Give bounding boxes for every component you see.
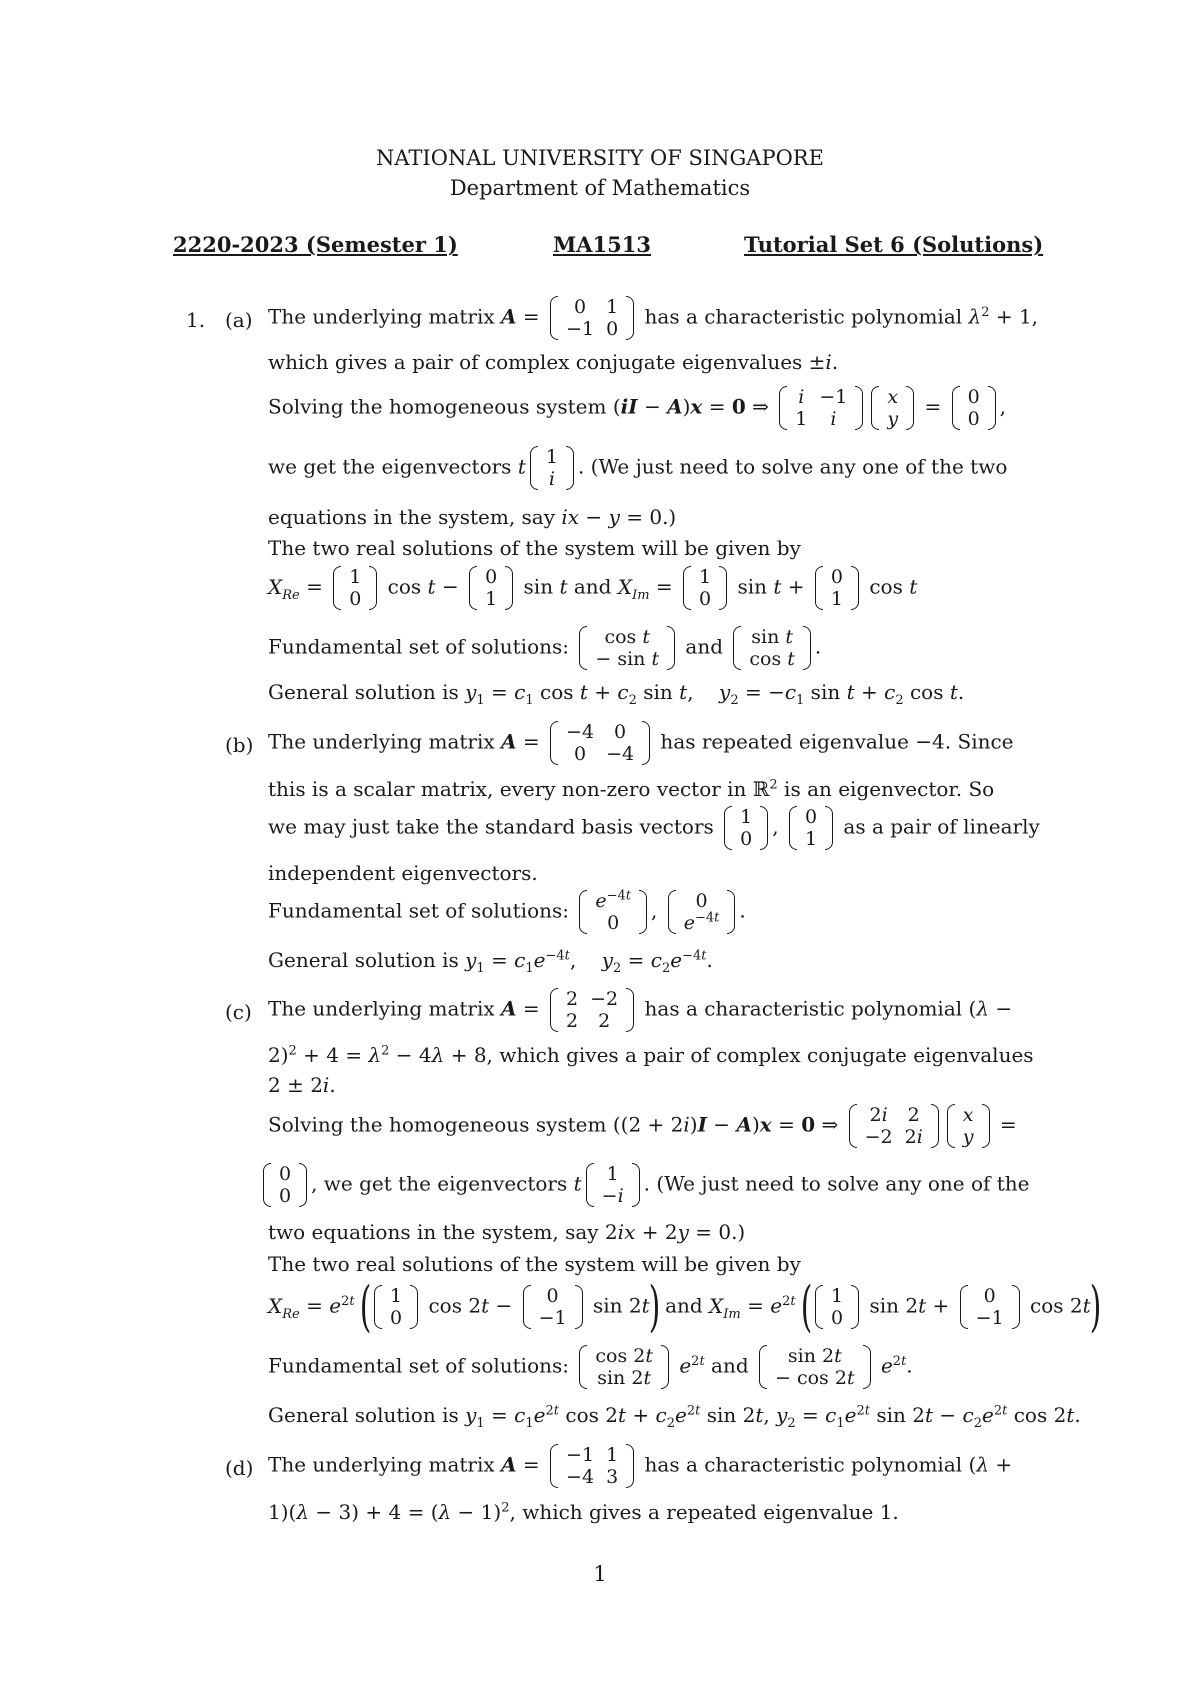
part-b-label: (b) <box>225 733 254 757</box>
part-a-line-6: The two real solutions of the system will be given by <box>268 536 801 560</box>
part-b-line-6: General solution is $y_1 = c_1e^{-4t}$, $y_2 = c_2e^{-4t}$. <box>268 948 713 976</box>
part-c-line-10: General solution is $y_1 = c_1e^{2t}$ $\cos 2t + c_2e^{2t}$ sin 2t, $y_2 = c_1e^{2t}$ $\sin 2t - c_2e^{2t}$ cos 2t. <box>268 1403 1081 1431</box>
semester-heading: 2220-2023 (Semester 1) <box>173 232 458 257</box>
part-c-line-5: 0 0 , we get the eigenvectors t 1 −i . (We just need to solve any one of the <box>268 1163 1030 1207</box>
part-a-label: (a) <box>225 308 253 332</box>
part-a-line-5: equations in the system, say ix − y = 0.) <box>268 505 677 529</box>
part-d-line-1: The underlying matrix A = −1 1 −4 3 has a characteristic polynomial (λ + <box>268 1444 1013 1488</box>
university-title: NATIONAL UNIVERSITY OF SINGAPORE <box>376 146 824 170</box>
part-c-line-2: $2)^2 + 4 = \lambda^2 - 4\lambda + 8$, which gives a pair of complex conjugate eigenvalues <box>268 1043 1034 1067</box>
part-c-line-6: two equations in the system, say 2ix + 2y = 0.) <box>268 1220 746 1244</box>
part-a-line-4: we get the eigenvectors t 1 i . (We just need to solve any one of the two <box>268 446 1008 490</box>
part-d-label: (d) <box>225 1456 254 1480</box>
part-b-line-5: Fundamental set of solutions: $e^{-4t}$ 0 , 0 $e^{-4t}$ . <box>268 888 746 934</box>
part-c-line-9: Fundamental set of solutions: cos 2t sin 2t $e^{2t}$ and sin 2t − cos 2t $e^{2t}$. <box>268 1345 913 1389</box>
part-c-label: (c) <box>225 1000 252 1024</box>
part-a-line-1: The underlying matrix A = 0 1 −1 0 has a characteristic polynomial $\lambda^2 + 1$, <box>268 296 1039 340</box>
part-b-line-3: we may just take the standard basis vectors 1 0 , 0 1 as a pair of linearly <box>268 806 1040 850</box>
part-c-line-8: $X_{Re} = e^{2t}$ ( 1 0 cos 2t − 0 −1 sin 2t) and $X_{Im} = e^{2t}$ ( 1 0 sin 2t + 0 −1 cos 2t) <box>268 1275 1102 1338</box>
part-a-line-7: $X_{Re}$ = 1 0 cos t − 0 1 sin t and $X_{Im}$ = 1 0 sin t + 0 1 cos t <box>268 566 918 610</box>
page-number: 1 <box>593 1562 607 1586</box>
part-a-line-9: General solution is $y_1 = c_1$ $\cos t + c_2$ sin t, $y_2 = -c_1$ $\sin t + c_2$ cos t. <box>268 680 965 708</box>
part-c-line-1: The underlying matrix A = 2 −2 2 2 has a characteristic polynomial (λ − <box>268 988 1013 1032</box>
part-a-line-8: Fundamental set of solutions: cos t − sin t and sin t cos t . <box>268 626 822 670</box>
part-d-line-2: $1)(\lambda - 3) + 4 = (\lambda - 1)^2$, which gives a repeated eigenvalue 1. <box>268 1500 899 1524</box>
part-c-line-3: 2 ± 2i. <box>268 1073 336 1097</box>
part-c-line-7: The two real solutions of the system will be given by <box>268 1252 801 1276</box>
tutorial-heading: Tutorial Set 6 (Solutions) <box>744 232 1044 257</box>
part-c-line-4: Solving the homogeneous system ((2 + 2i)I − A)x = 0 ⇒ 2i 2 −2 2i x y = <box>268 1104 1017 1148</box>
part-a-line-2: which gives a pair of complex conjugate eigenvalues ±i. <box>268 350 839 374</box>
part-a-line-3: Solving the homogeneous system (iI − A)x = 0 ⇒ i −1 1 i x y = 0 0 , <box>268 386 1007 430</box>
course-code-heading: MA1513 <box>553 232 651 257</box>
department-subtitle: Department of Mathematics <box>449 176 751 200</box>
question-number: 1. <box>186 308 206 332</box>
part-b-line-4: independent eigenvectors. <box>268 861 538 885</box>
part-b-line-1: The underlying matrix A = −4 0 0 −4 has repeated eigenvalue −4. Since <box>268 721 1014 765</box>
part-b-line-2: this is a scalar matrix, every non-zero vector in ℝ$^2$ is an eigenvector. So <box>268 777 995 801</box>
